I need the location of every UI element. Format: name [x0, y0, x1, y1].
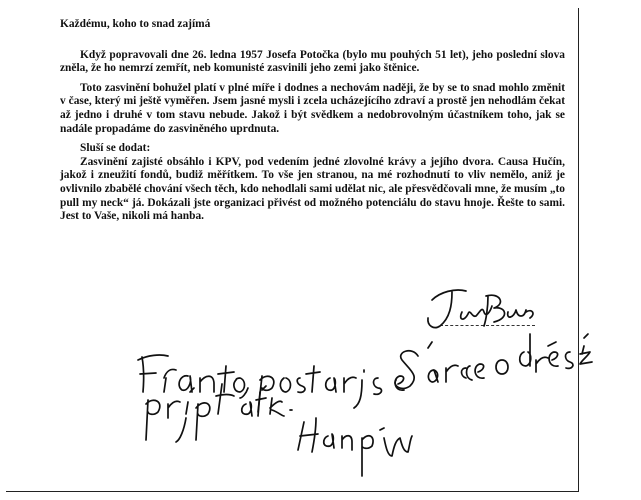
salutation: Každému, koho to snad zajímá [60, 18, 211, 30]
paragraph-2: Toto zasvinění bohužel platí v plné míře i dodnes a nechovám naději, že by se to snad mohlo změnit v čase, který mi ještě vyměřen. Jsem jasné mysli i zcela ucházejícího zdraví a prostě jen nehodlám čekat až jedno i druhé v tom stavu nebude. Jakož i být svědkem a nedobrovolným účastníkem toho, jak se nadále propadáme do zasviněného uprdnuta. [60, 81, 565, 135]
handwritten-initials [298, 418, 412, 476]
signature [428, 290, 533, 328]
paragraph-4: Zasvinění zajisté obsáhlo i KPV, pod vedením jedné zlovolné krávy a jejího dvora. Causa Hučín, jakož i zneužití fondů, budiž měřítkem. To vše jen stranou, na mé rozhodnutí to vliv nemělo, aniž je ovlivnilo zbabělé chování všech těch, kdo nehodlali sami udělat nic, ale přesvědčovali mne, že musím „to pull my neck“ já. Dokázali jste organizaci přivést od možného potenciálu do stavu hnoje. Řešte to sami. Jest to Vaše, nikoli má hanba. [60, 155, 565, 223]
handwritten-note-line-2 [146, 384, 292, 442]
handwritten-note [138, 334, 592, 412]
paragraph-1: Když popravovali dne 26. ledna 1957 Josefa Potočka (bylo mu pouhých 51 let), jeho poslední slova zněla, že ho nemrzí zemřít, neb komunisté zasvinili jeho zemi jako štěnice. [60, 48, 565, 75]
paragraph-3: Sluší se dodat: [80, 142, 151, 155]
